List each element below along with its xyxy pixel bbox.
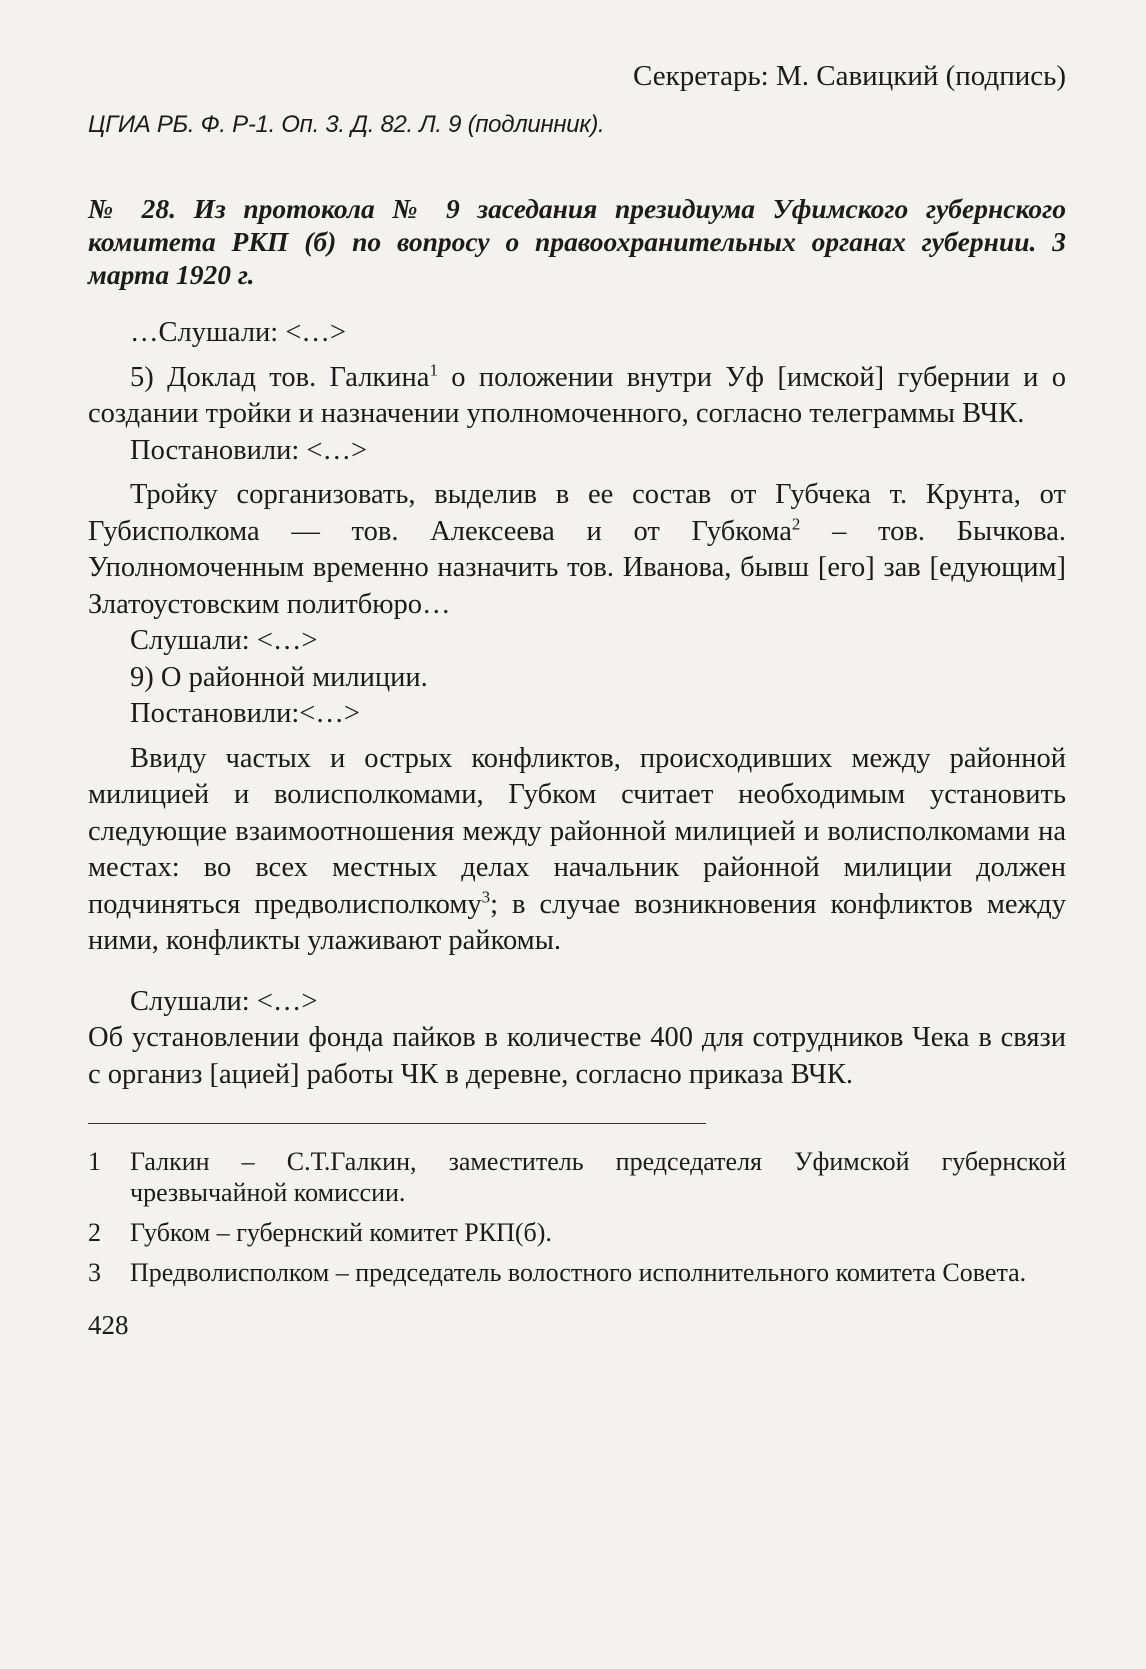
footnote-ref-2: 2: [791, 514, 801, 533]
footnote-ref-3: 3: [481, 887, 491, 906]
troika-text-b: – тов. Бычкова. Уполномоченным временно назначить тов. Иванова, бывш [его] зав [едующим] Златоустовским политбюро…: [88, 515, 1067, 620]
item-5-text-b: о положении внутри Уф [имской] губернии и о создании тройки и назначении уполномоченного, согласно телеграммы ВЧК.: [88, 361, 1066, 429]
document-heading: № 28. Из протокола № 9 заседания президиума Уфимского губернского комитета РКП (б) по вопросу о правоохранительных органах губернии. 3 марта 1920 г.: [88, 193, 1066, 290]
item-5-text-a: 5) Доклад тов. Галкина: [130, 361, 430, 393]
heard-1: …Слушали: <…>: [130, 317, 346, 348]
heard-2: Слушали: <…>: [130, 625, 318, 656]
troika-paragraph: [88, 477, 1066, 623]
archive-reference: ЦГИА РБ. Ф. Р-1. Оп. 3. Д. 82. Л. 9 (подлинник).: [88, 111, 605, 138]
footnote-item: [88, 1217, 1066, 1248]
footnote-text: Губком – губернский комитет РКП(б).: [130, 1218, 552, 1247]
footnote-number: 2: [88, 1218, 101, 1247]
militia-text-a: Ввиду частых и острых конфликтов, происходивших между районной милицией и волисполкомами, Губком считает необходимым установить следующие взаимоотношения между районной милицией и волисполкомами на местах: во всех местных делах начальник районной милиции должен подчиняться предволисполкому: [88, 742, 1066, 920]
footnote-text: Предволисполком – председатель волостного исполнительного комитета Совета.: [130, 1258, 1027, 1287]
footnote-item: [88, 1146, 1066, 1208]
footnote-number: 3: [88, 1258, 101, 1287]
footnote-ref-1: 1: [429, 360, 438, 379]
militia-paragraph: [88, 741, 1066, 960]
heard-3: Слушали: <…>: [130, 985, 318, 1017]
secretary-signature: Секретарь: М. Савицкий (подпись): [633, 60, 1066, 92]
footnote-item: [88, 1257, 1066, 1288]
footnote-divider: [88, 1123, 706, 1124]
footnotes: [88, 1146, 1066, 1288]
militia-text-b: ; в случае возникновения конфликтов между ними, конфликты улаживают райкомы.: [88, 888, 1066, 956]
resolved-1: Постановили: <…>: [130, 434, 368, 466]
footnote-number: 1: [88, 1147, 101, 1176]
item-9: 9) О районной милиции.: [130, 661, 428, 693]
page-number: 428: [88, 1310, 129, 1340]
resolved-2: Постановили:<…>: [130, 698, 360, 729]
item-5-paragraph: [88, 360, 1066, 433]
footnote-text: Галкин – С.Т.Галкин, заместитель председателя Уфимской губернской чрезвычайной комиссии.: [130, 1147, 1066, 1207]
rations-paragraph: Об установлении фонда пайков в количестве 400 для сотрудников Чека в связи с организ [ацией] работы ЧК в деревне, согласно приказа ВЧК.: [88, 1022, 1066, 1090]
troika-text-a: Тройку сорганизовать, выделив в ее состав от Губчека т. Крунта, от Губисполкома — тов. Алексеева и от Губкома: [88, 479, 1066, 547]
